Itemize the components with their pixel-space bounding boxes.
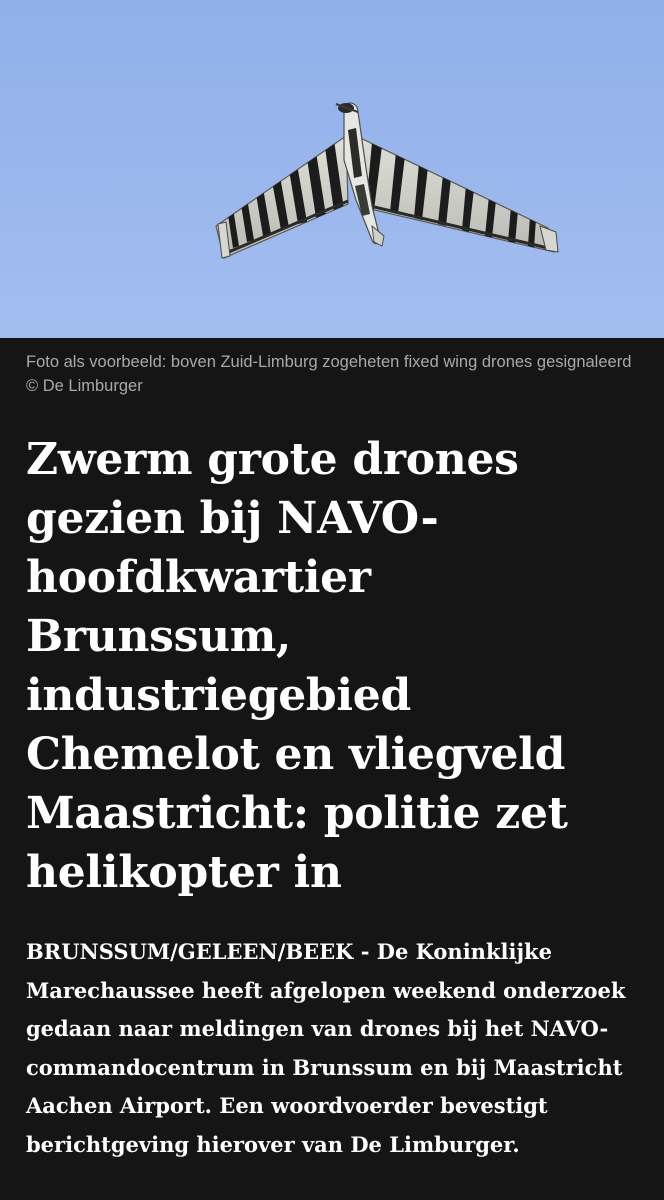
article-photo[interactable] xyxy=(0,0,664,338)
fixed-wing-drone-icon xyxy=(0,0,664,338)
photo-caption: Foto als voorbeeld: boven Zuid-Limburg zogeheten fixed wing drones gesignaleerd © De Limburger xyxy=(26,353,632,395)
article-intro: BRUNSSUM/GELEEN/BEEK - De Koninklijke Marechaussee heeft afgelopen weekend onderzoek gedaan naar meldingen van drones bij het NAVO-commandocentrum in Brunssum en bij Maastricht Aachen Airport. Een woordvoerder bevestigt berichtgeving hierover van De Limburger. xyxy=(26,939,626,1157)
article-headline[interactable]: Zwerm grote drones gezien bij NAVO-hoofdkwartier Brunssum, industriegebied Chemelot en vliegveld Maastricht: politie zet helikopter in xyxy=(26,434,568,898)
